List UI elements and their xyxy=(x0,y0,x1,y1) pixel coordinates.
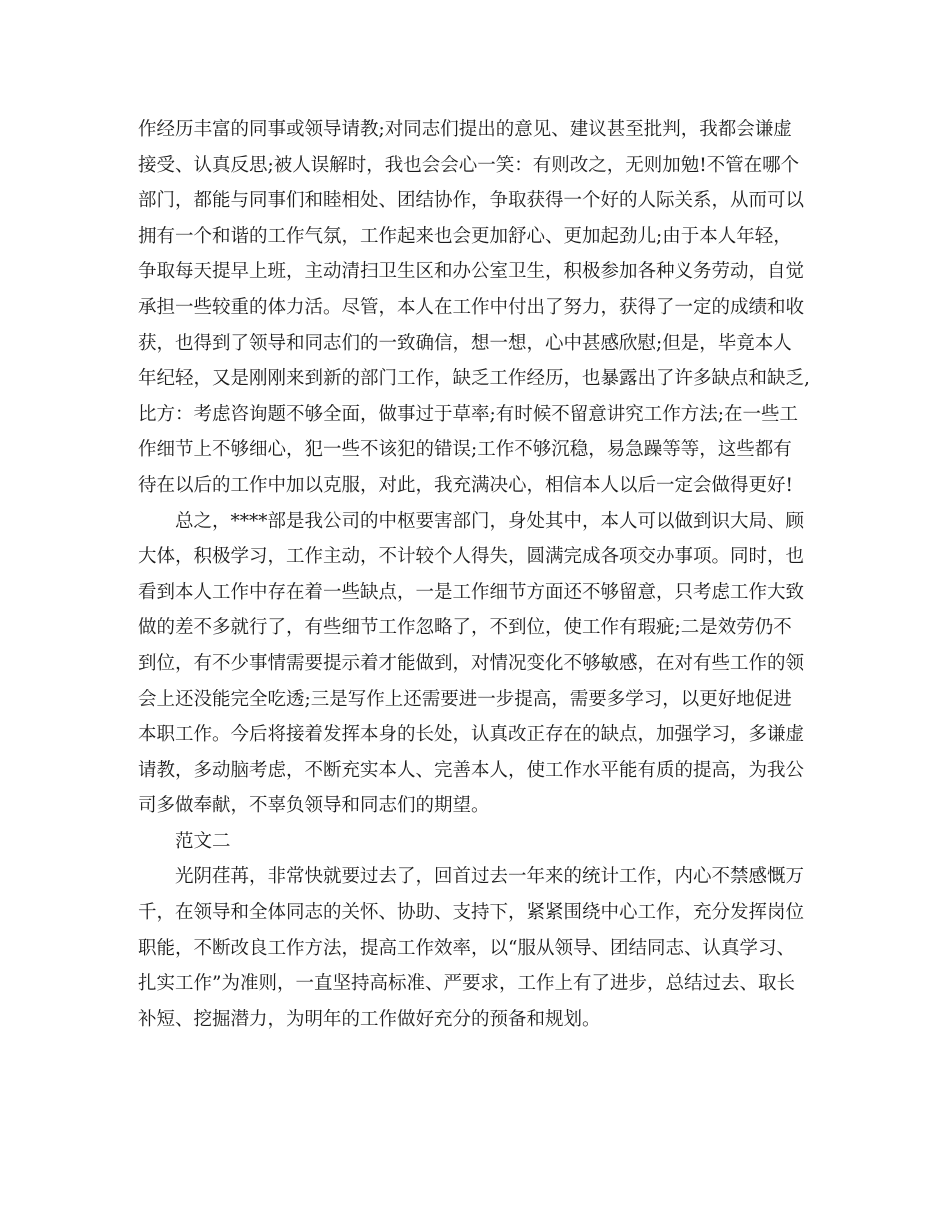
text-line: 做的差不多就行了，有些细节工作忽略了，不到位，使工作有瑕疵;二是效劳仍不 xyxy=(138,617,792,639)
text-line: 司多做奉献，不辜负领导和同志们的期望。 xyxy=(138,795,490,817)
text-line: 拥有一个和谐的工作气氛，工作起来也会更加舒心、更加起劲儿;由于本人年轻， xyxy=(138,225,792,247)
text-line: 部门，都能与同事们和睦相处、团结协作，争取获得一个好的人际关系，从而可以 xyxy=(138,190,805,212)
text-line: 请教，多动脑考虑，不断充实本人、完善本人，使工作水平能有质的提高，为我公 xyxy=(138,759,805,781)
text-line: 本职工作。今后将接着发挥本身的长处，认真改正存在的缺点，加强学习，多谦虚 xyxy=(138,724,805,746)
text-line: 总之，****部是我公司的中枢要害部门，身处其中，本人可以做到识大局、顾 xyxy=(175,510,805,532)
paragraph-2 xyxy=(138,504,838,824)
text-line: 待在以后的工作中加以克服，对此，我充满决心，相信本人以后一定会做得更好! xyxy=(138,474,793,496)
section-heading xyxy=(138,824,838,860)
text-line: 作细节上不够细心，犯一些不该犯的错误;工作不够沉稳，易急躁等等，这些都有 xyxy=(138,439,792,461)
text-line: 比方：考虑咨询题不够全面，做事过于草率;有时候不留意讲究工作方法;在一些工 xyxy=(138,403,798,425)
text-line: 到位，有不少事情需要提示着才能做到，对情况变化不够敏感，在对有些工作的领 xyxy=(138,652,805,674)
text-line: 职能，不断改良工作方法，提高工作效率，以“服从领导、团结同志、认真学习、 xyxy=(138,937,795,959)
text-line: 接受、认真反思;被人误解时，我也会会心一笑：有则改之，无则加勉!不管在哪个 xyxy=(138,154,800,176)
text-line: 补短、挖掘潜力，为明年的工作做好充分的预备和规划。 xyxy=(138,1008,601,1030)
paragraph-1 xyxy=(138,112,838,504)
text-line: 年纪轻，又是刚刚来到新的部门工作，缺乏工作经历，也暴露出了许多缺点和缺乏, xyxy=(138,368,810,390)
text-line: 承担一些较重的体力活。尽管，本人在工作中付出了努力，获得了一定的成绩和收 xyxy=(138,296,805,318)
text-line: 光阴荏苒，非常快就要过去了，回首过去一年来的统计工作，内心不禁感慨万 xyxy=(175,866,805,888)
section-title: 范文二 xyxy=(175,830,231,852)
text-line: 会上还没能完全吃透;三是写作上还需要进一步提高，需要多学习，以更好地促进 xyxy=(138,688,792,710)
paragraph-3 xyxy=(138,859,838,1037)
document-body xyxy=(138,112,838,1037)
text-line: 千，在领导和全体同志的关怀、协助、支持下，紧紧围绕中心工作，充分发挥岗位 xyxy=(138,902,805,924)
text-line: 扎实工作”为准则，一直坚持高标准、严要求，工作上有了进步，总结过去、取长 xyxy=(138,973,795,995)
text-line: 作经历丰富的同事或领导请教;对同志们提出的意见、建议甚至批判，我都会谦虚 xyxy=(138,119,792,140)
text-line: 大体，积极学习，工作主动，不计较个人得失，圆满完成各项交办事项。同时，也 xyxy=(138,546,805,568)
text-line: 争取每天提早上班，主动清扫卫生区和办公室卫生，积极参加各种义务劳动，自觉 xyxy=(138,261,805,283)
text-line: 获，也得到了领导和同志们的一致确信，想一想，心中甚感欣慰;但是，毕竟本人 xyxy=(138,332,792,354)
text-line: 看到本人工作中存在着一些缺点，一是工作细节方面还不够留意，只考虑工作大致 xyxy=(138,581,805,603)
